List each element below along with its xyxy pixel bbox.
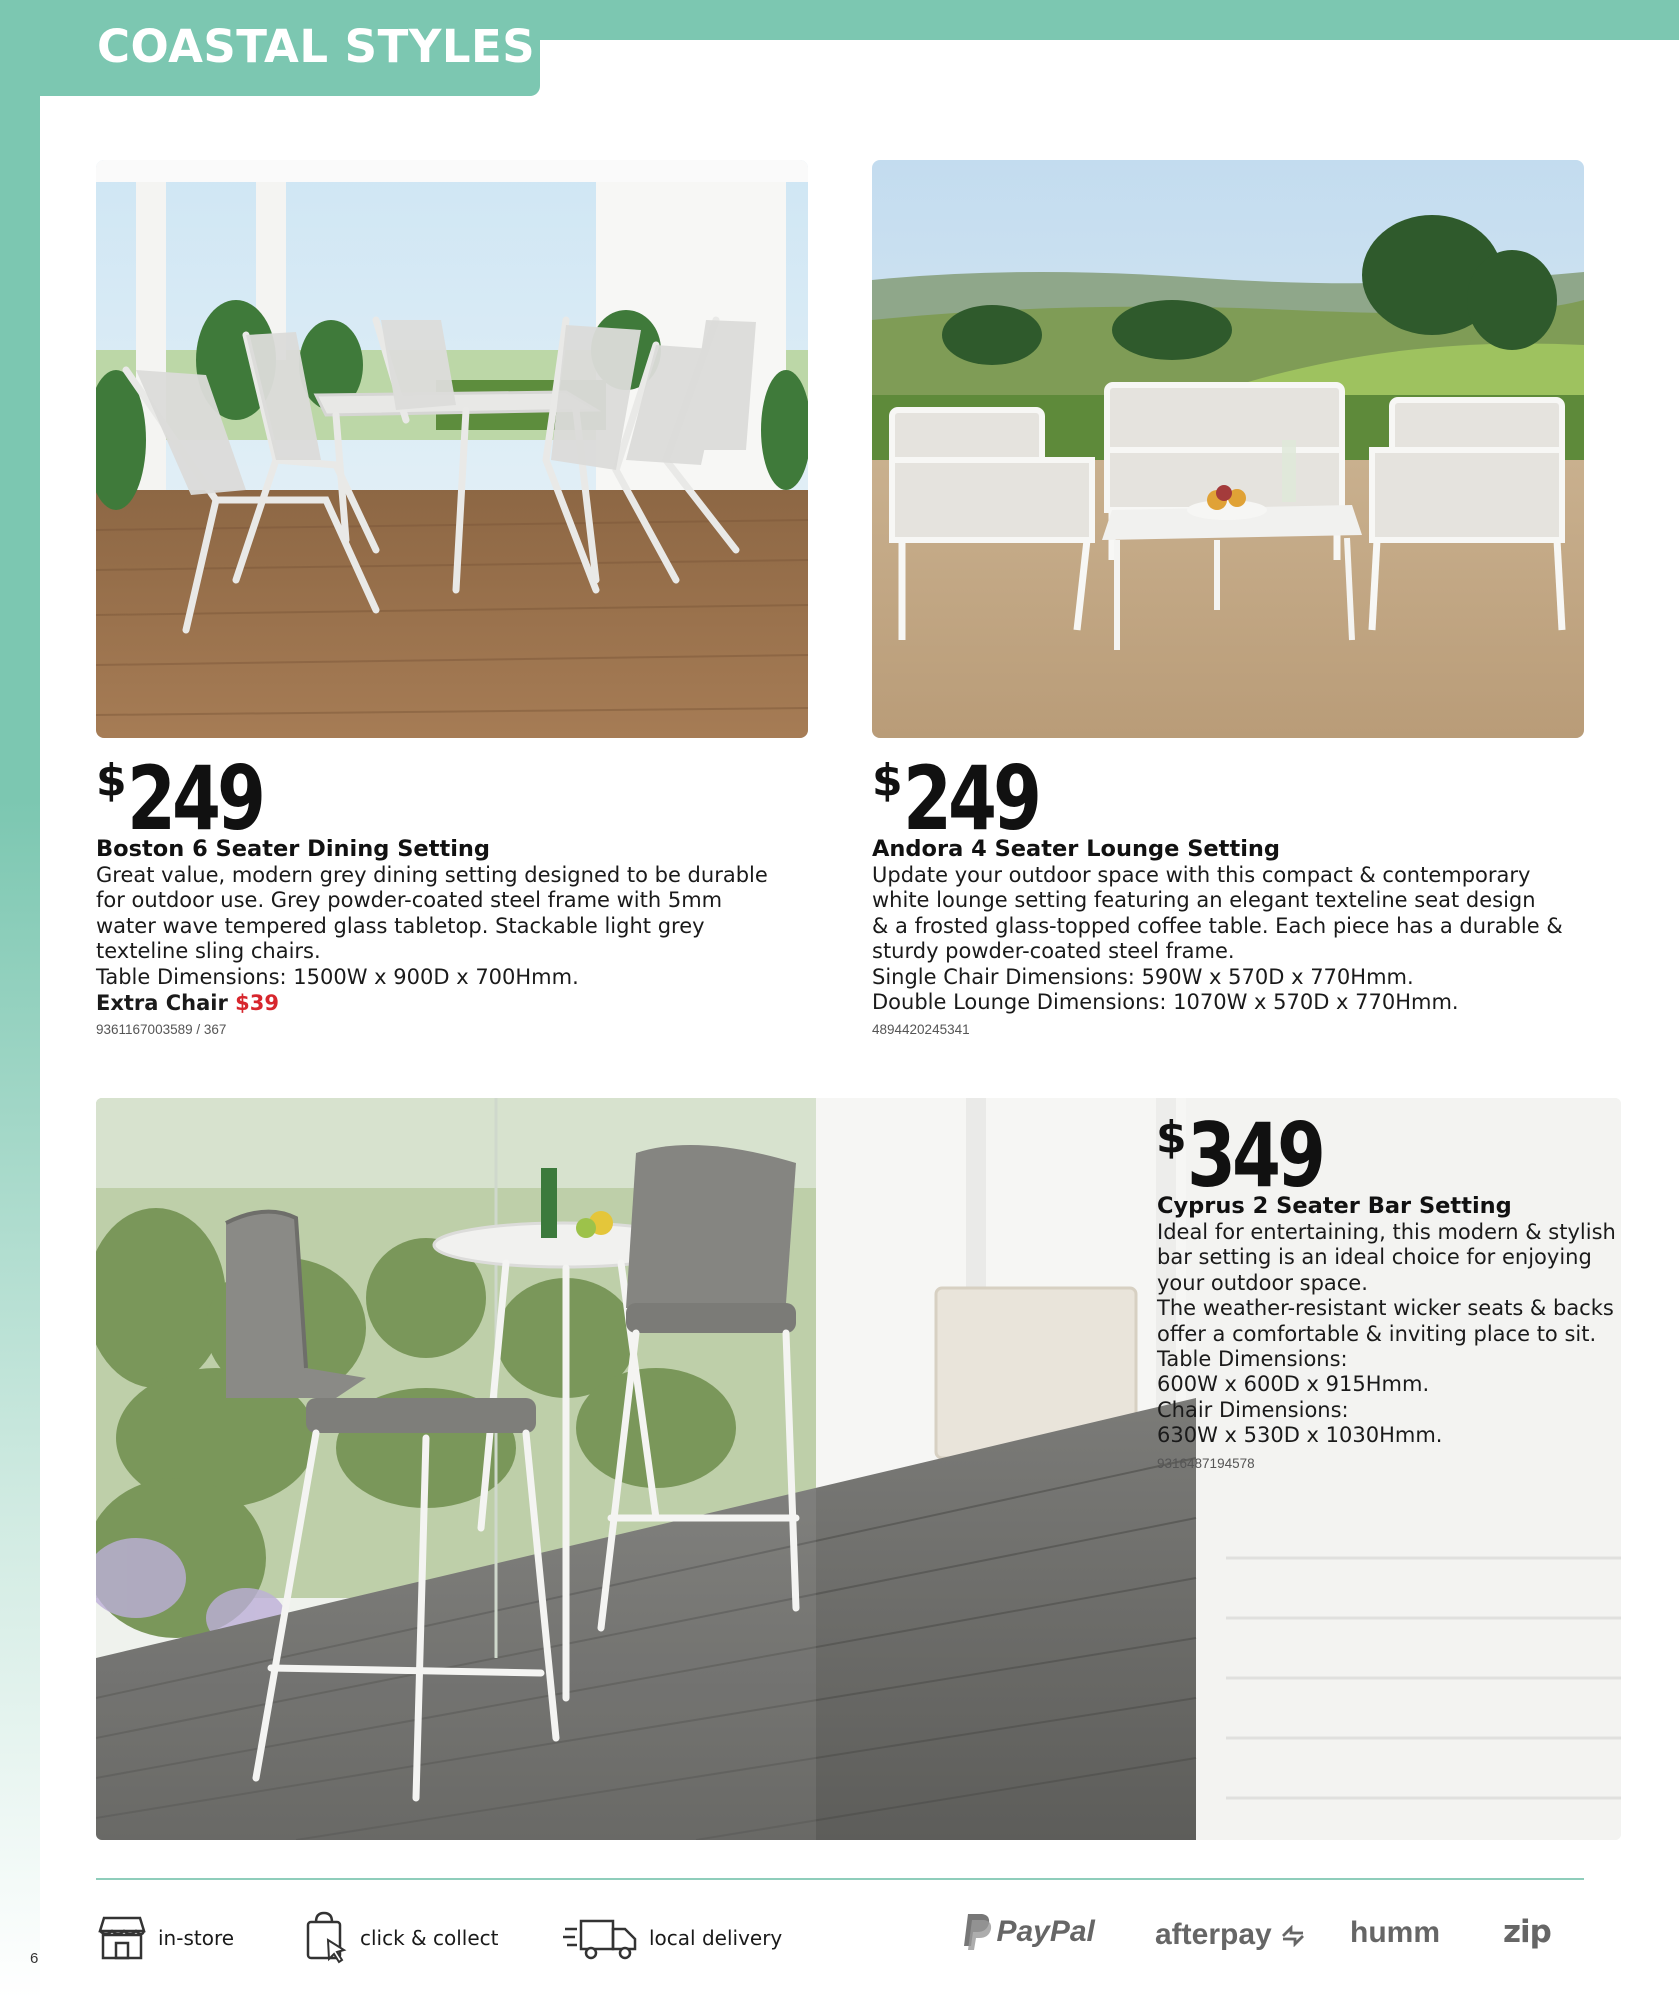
boston-description xyxy=(96,863,768,990)
boston-price: $249 xyxy=(96,747,262,850)
description-line: Table Dimensions: 1500W x 900D x 700Hmm. xyxy=(96,964,579,989)
description-line: for outdoor use. Grey powder-coated steel frame with 5mm xyxy=(96,888,723,913)
service-label: click & collect xyxy=(360,1926,499,1950)
humm-text: humm xyxy=(1350,1916,1440,1949)
service-label: in-store xyxy=(158,1926,235,1950)
service-click-collect xyxy=(304,1910,499,1966)
description-line: Update your outdoor space with this compact & contemporary xyxy=(872,863,1531,887)
zip-text: zip xyxy=(1503,1914,1551,1950)
description-line: Double Lounge Dimensions: 1070W x 570D x 770Hmm. xyxy=(872,990,1459,1015)
description-line: white lounge setting featuring an elegant texteline seat design xyxy=(872,888,1536,913)
description-line: Great value, modern grey dining setting designed to be durable xyxy=(96,863,768,887)
description-line: sturdy powder-coated steel frame. xyxy=(872,939,1235,964)
afterpay-arrows-icon xyxy=(1280,1925,1306,1947)
andora-price: $249 xyxy=(872,747,1038,850)
afterpay-logo xyxy=(1155,1918,1306,1952)
description-line: water wave tempered glass tabletop. Stackable light grey xyxy=(96,913,705,938)
delivery-truck-icon xyxy=(563,1915,639,1961)
store-icon xyxy=(96,1915,148,1961)
zip-logo xyxy=(1503,1914,1551,1950)
cyprus-product-code: 9316487194578 xyxy=(1157,1456,1255,1471)
description-line: Table Dimensions: xyxy=(1157,1347,1348,1372)
andora-product-code: 4894420245341 xyxy=(872,1022,970,1037)
extra-chair-offer xyxy=(96,991,279,1015)
extra-chair-label: Extra Chair xyxy=(96,991,228,1015)
cyprus-product-name: Cyprus 2 Seater Bar Setting xyxy=(1157,1193,1512,1219)
description-line: bar setting is an ideal choice for enjoying xyxy=(1157,1245,1592,1270)
humm-logo xyxy=(1350,1916,1440,1950)
description-line: The weather-resistant wicker seats & backs xyxy=(1157,1296,1614,1321)
paypal-text: PayPal xyxy=(996,1915,1095,1948)
description-line: Chair Dimensions: xyxy=(1157,1397,1349,1422)
description-line: 630W x 530D x 1030Hmm. xyxy=(1157,1423,1443,1448)
service-local-delivery xyxy=(563,1910,782,1966)
cyprus-price: $349 xyxy=(1156,1104,1322,1207)
paypal-logo xyxy=(962,1912,1095,1952)
description-line: offer a comfortable & inviting place to sit. xyxy=(1157,1321,1597,1346)
extra-chair-price: $39 xyxy=(235,991,280,1015)
page-number: 6 xyxy=(30,1950,39,1967)
boston-product-name: Boston 6 Seater Dining Setting xyxy=(96,836,491,862)
cyprus-description xyxy=(1157,1220,1616,1449)
description-line: texteline sling chairs. xyxy=(96,939,321,964)
boston-product-code: 9361167003589 / 367 xyxy=(96,1022,227,1037)
section-title: COASTAL STYLES xyxy=(97,20,536,73)
boston-dining-setting-photo xyxy=(96,160,808,738)
click-collect-icon xyxy=(304,1910,350,1966)
service-label: local delivery xyxy=(649,1926,783,1950)
side-accent-band xyxy=(0,0,40,2000)
afterpay-text: afterpay xyxy=(1155,1918,1272,1951)
description-line: & a frosted glass-topped coffee table. Each piece has a durable & xyxy=(872,913,1563,938)
description-line: Ideal for entertaining, this modern & stylish xyxy=(1157,1220,1616,1244)
andora-product-name: Andora 4 Seater Lounge Setting xyxy=(872,836,1281,862)
andora-lounge-setting-photo xyxy=(872,160,1584,738)
service-in-store xyxy=(96,1910,234,1966)
paypal-icon xyxy=(962,1912,992,1952)
andora-description xyxy=(872,863,1563,1015)
footer-divider xyxy=(96,1878,1584,1880)
description-line: Single Chair Dimensions: 590W x 570D x 770Hmm. xyxy=(872,964,1414,989)
description-line: your outdoor space. xyxy=(1157,1270,1368,1295)
description-line: 600W x 600D x 915Hmm. xyxy=(1157,1372,1430,1397)
